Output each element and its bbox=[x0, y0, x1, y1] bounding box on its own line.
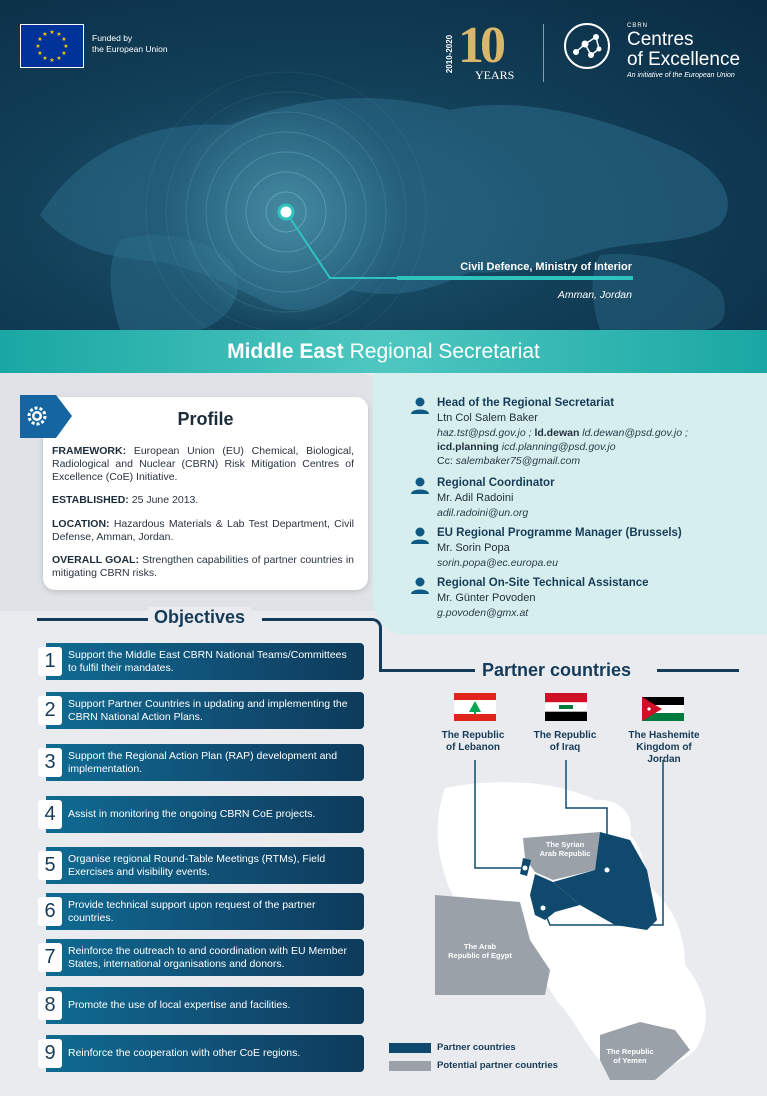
objective-text: Assist in monitoring the ongoing CBRN CoE projects. bbox=[68, 808, 316, 821]
years-range-wrap bbox=[445, 28, 457, 80]
profile-established bbox=[52, 494, 354, 507]
objective-text: Provide technical support upon request of the partner countries. bbox=[68, 899, 316, 924]
coe-title bbox=[627, 30, 740, 70]
years-word: YEARS bbox=[475, 68, 515, 82]
map-label-line: The Syrian bbox=[545, 840, 585, 849]
map-label-yemen bbox=[598, 1047, 662, 1065]
person-icon bbox=[411, 577, 429, 594]
contact-programme-manager bbox=[437, 526, 757, 570]
location-pin-icon bbox=[279, 205, 293, 219]
objective-number: 8 bbox=[38, 991, 62, 1020]
svg-text:★: ★ bbox=[42, 55, 48, 62]
contact-head bbox=[437, 396, 757, 468]
objective-number: 6 bbox=[38, 897, 62, 926]
profile-title: Profile bbox=[177, 409, 234, 429]
contact-role: EU Regional Programme Manager (Brussels) bbox=[437, 527, 682, 539]
objective-text: Support the Regional Action Plan (RAP) development and implementation. bbox=[68, 750, 338, 775]
objective-number: 1 bbox=[38, 647, 62, 676]
location-underline bbox=[397, 276, 633, 280]
contact-email-label: icd.planning bbox=[437, 441, 499, 453]
svg-text:★: ★ bbox=[49, 29, 55, 36]
svg-text:★: ★ bbox=[63, 43, 69, 50]
goal-text: Strengthen capabilities of partner countries in mitigating CBRN risks. bbox=[52, 554, 354, 579]
contact-role: Head of the Regional Secretariat bbox=[437, 397, 615, 409]
country-lebanon bbox=[430, 730, 516, 754]
objective-item bbox=[38, 847, 364, 884]
funded-by-line2: the European Union bbox=[92, 44, 168, 54]
contact-name: Mr. Günter Povoden bbox=[437, 592, 536, 604]
partners-rule bbox=[657, 669, 739, 672]
established-text: 25 June 2013. bbox=[131, 494, 199, 506]
objective-item bbox=[38, 796, 364, 833]
person-icon bbox=[411, 397, 429, 414]
objective-text: Promote the use of local expertise and facilities. bbox=[68, 999, 291, 1012]
country-name-line: Jordan bbox=[647, 754, 681, 765]
contact-name: Ltn Col Salem Baker bbox=[437, 412, 538, 424]
svg-text:★: ★ bbox=[35, 43, 41, 50]
header-divider bbox=[543, 24, 544, 82]
years-range: 2010-2020 bbox=[445, 34, 454, 74]
funded-by-text bbox=[92, 33, 168, 55]
country-name-line: of Iraq bbox=[549, 742, 581, 753]
goal-label: OVERALL GOAL: bbox=[52, 554, 139, 566]
contact-role: Regional Coordinator bbox=[437, 477, 555, 489]
country-iraq bbox=[522, 730, 608, 754]
map-label-line: of Yemen bbox=[613, 1056, 647, 1065]
contact-cc-label: Cc: bbox=[437, 455, 453, 467]
page-title bbox=[0, 330, 767, 373]
partners-heading: Partner countries bbox=[476, 660, 637, 681]
map-label-line: Republic of Egypt bbox=[448, 951, 512, 960]
map-label-line: Arab Republic bbox=[539, 849, 591, 858]
iraq-flag bbox=[545, 693, 587, 721]
objective-item bbox=[38, 692, 364, 729]
location-label: LOCATION: bbox=[52, 518, 110, 530]
svg-text:★: ★ bbox=[37, 50, 43, 57]
objective-item bbox=[38, 1035, 364, 1072]
ten-years-logo bbox=[445, 17, 525, 84]
profile-goal bbox=[52, 554, 354, 580]
objective-item bbox=[38, 893, 364, 930]
profile-framework bbox=[52, 445, 354, 484]
contacts-panel bbox=[373, 373, 767, 635]
coe-title-line2: of Excellence bbox=[627, 49, 741, 70]
svg-text:★: ★ bbox=[61, 36, 67, 43]
objective-number: 3 bbox=[38, 748, 62, 777]
eu-flag-logo bbox=[20, 24, 84, 68]
legend-partner-swatch bbox=[389, 1043, 431, 1053]
map-label-egypt bbox=[440, 942, 520, 960]
lebanon-flag bbox=[454, 693, 496, 721]
coe-subtitle: An initiative of the European Union bbox=[627, 72, 735, 79]
svg-text:★: ★ bbox=[56, 31, 62, 38]
objective-item bbox=[38, 744, 364, 781]
contact-coordinator bbox=[437, 476, 757, 520]
objective-number: 5 bbox=[38, 851, 62, 880]
objective-item bbox=[38, 643, 364, 680]
svg-text:★: ★ bbox=[56, 55, 62, 62]
country-name-line: The Republic bbox=[441, 730, 505, 741]
funded-by-line1: Funded by bbox=[92, 33, 133, 43]
years-number: 10 bbox=[458, 17, 502, 74]
contact-email[interactable]: haz.tst@psd.gov.jo ; bbox=[437, 427, 532, 439]
page-title-bold: Middle East bbox=[227, 340, 344, 363]
location-text: Hazardous Materials & Lab Test Department, Civil Defense, Amman, Jordan. bbox=[52, 518, 355, 543]
country-name-line: of Lebanon bbox=[446, 742, 500, 753]
legend-potential-swatch bbox=[389, 1061, 431, 1071]
map-label-line: The Republic bbox=[606, 1047, 654, 1056]
contact-email[interactable]: adil.radoini@un.org bbox=[437, 507, 529, 519]
coe-network-icon bbox=[563, 22, 611, 70]
country-name-line: The Republic bbox=[533, 730, 597, 741]
objective-text: Organise regional Round-Table Meetings (RTMs), Field Exercises and visibility events. bbox=[68, 853, 326, 878]
coe-title-line1: Centres bbox=[627, 29, 694, 50]
objective-item bbox=[38, 987, 364, 1024]
contact-email[interactable]: salembaker75@gmail.com bbox=[455, 455, 581, 467]
location-title: Civil Defence, Ministry of Interior bbox=[460, 261, 632, 273]
contact-email-label: ld.dewan bbox=[534, 427, 580, 439]
objective-number: 7 bbox=[38, 943, 62, 972]
framework-label: FRAMEWORK: bbox=[52, 445, 127, 457]
objective-text: Reinforce the cooperation with other CoE regions. bbox=[68, 1047, 301, 1060]
person-icon bbox=[411, 477, 429, 494]
map-label-syria bbox=[533, 840, 597, 858]
country-name-line: Kingdom of bbox=[636, 742, 692, 753]
svg-text:★: ★ bbox=[37, 36, 43, 43]
page-title-light: Regional Secretariat bbox=[349, 340, 540, 363]
contact-role: Regional On-Site Technical Assistance bbox=[437, 577, 649, 589]
objective-item bbox=[38, 939, 364, 976]
contact-email[interactable]: sorin.popa@ec.europa.eu bbox=[437, 557, 558, 569]
country-name-line: The Hashemite bbox=[628, 730, 700, 741]
contact-emails bbox=[437, 426, 757, 468]
objective-text: Reinforce the outreach to and coordination with EU Member States, international organisations and donors. bbox=[68, 945, 347, 970]
objectives-rule bbox=[37, 618, 149, 621]
objective-number: 9 bbox=[38, 1039, 62, 1068]
contact-email[interactable]: icd.planning@psd.gov.jo bbox=[501, 441, 616, 453]
contact-technical-assistance bbox=[437, 576, 757, 620]
objective-text: Support Partner Countries in updating and implementing the CBRN National Action Plans. bbox=[68, 698, 348, 723]
svg-text:★: ★ bbox=[42, 31, 48, 38]
objective-number: 4 bbox=[38, 800, 62, 829]
contact-email[interactable]: g.povoden@gmx.at bbox=[437, 607, 529, 619]
contact-email[interactable]: ld.dewan@psd.gov.jo ; bbox=[582, 427, 688, 439]
location-city: Amman, Jordan bbox=[557, 289, 632, 301]
map-label-line: The Arab bbox=[463, 942, 497, 951]
profile-location bbox=[52, 518, 354, 544]
contact-name: Mr. Sorin Popa bbox=[437, 542, 510, 554]
objective-text: Support the Middle East CBRN National Teams/Committees to fulfil their mandates. bbox=[68, 649, 347, 674]
jordan-flag bbox=[642, 697, 684, 725]
coe-small-label: CBRN bbox=[627, 23, 649, 29]
partners-connector bbox=[379, 669, 475, 672]
person-icon bbox=[411, 527, 429, 544]
svg-text:★: ★ bbox=[61, 50, 67, 57]
contact-name: Mr. Adil Radoini bbox=[437, 492, 514, 504]
objective-number: 2 bbox=[38, 696, 62, 725]
legend-potential-label: Potential partner countries bbox=[437, 1060, 558, 1071]
svg-text:★: ★ bbox=[49, 57, 55, 64]
framework-text: European Union (EU) Chemical, Biological, Radiological and Nuclear (CBRN) Risk Mitigation Centres of Excellence (CoE) Initiative. bbox=[52, 445, 354, 483]
objectives-heading: Objectives bbox=[148, 607, 251, 628]
established-label: ESTABLISHED: bbox=[52, 494, 129, 506]
legend-partner-label: Partner countries bbox=[437, 1042, 516, 1053]
